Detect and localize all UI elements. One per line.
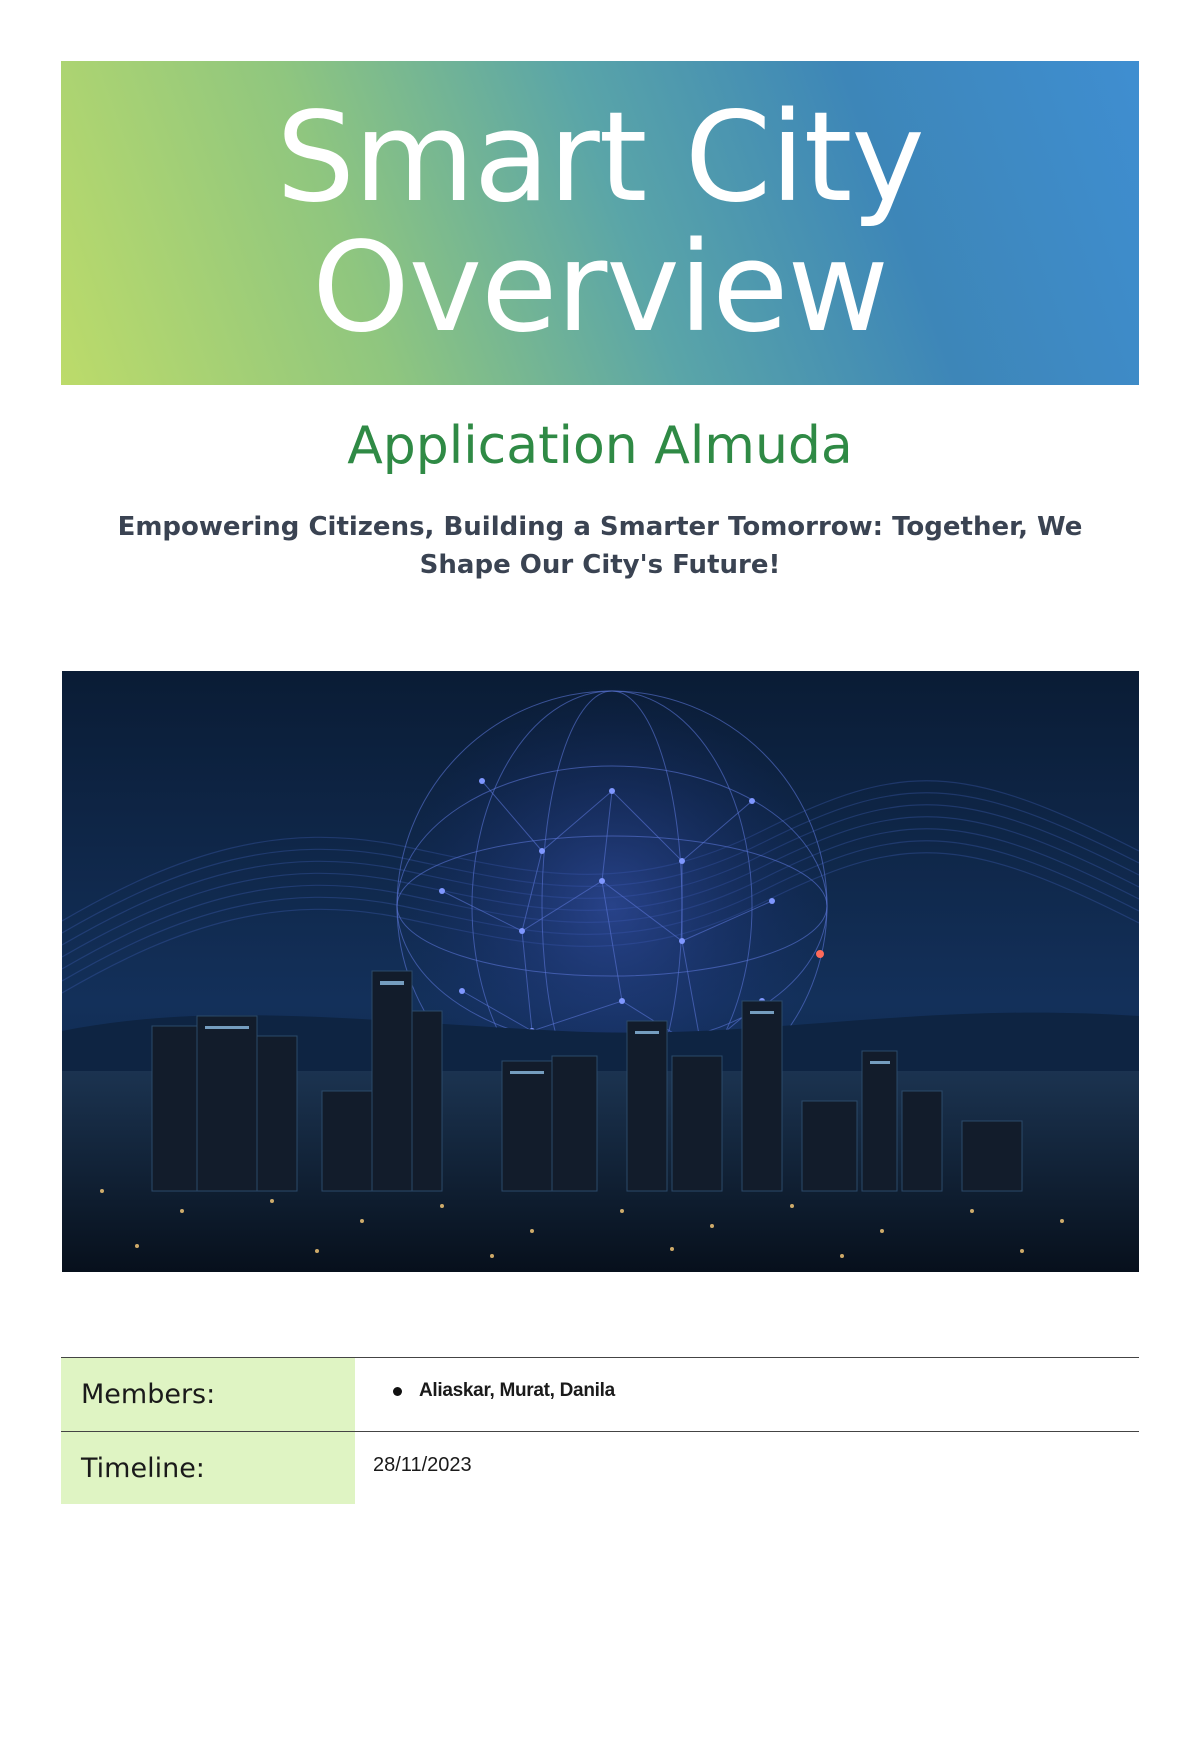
hero-image bbox=[62, 671, 1139, 1272]
members-label: Members: bbox=[61, 1358, 355, 1431]
title-line-1: Smart City bbox=[276, 86, 924, 230]
title-line-2: Overview bbox=[312, 216, 888, 360]
list-item: Aliaskar, Murat, Danila bbox=[393, 1380, 1139, 1402]
title-banner bbox=[61, 61, 1139, 385]
subtitle: Application Almuda bbox=[347, 416, 853, 476]
city-skyline-illustration bbox=[62, 671, 1139, 1272]
timeline-value: 28/11/2023 bbox=[373, 1454, 472, 1476]
timeline-label: Timeline: bbox=[61, 1432, 355, 1504]
timeline-row bbox=[61, 1431, 1139, 1504]
members-list bbox=[373, 1380, 1139, 1402]
tagline: Empowering Citizens, Building a Smarter Tomorrow: Together, We Shape Our City's Future! bbox=[117, 512, 1083, 580]
members-row bbox=[61, 1358, 1139, 1431]
info-table bbox=[61, 1357, 1139, 1504]
members-value bbox=[355, 1358, 1139, 1431]
